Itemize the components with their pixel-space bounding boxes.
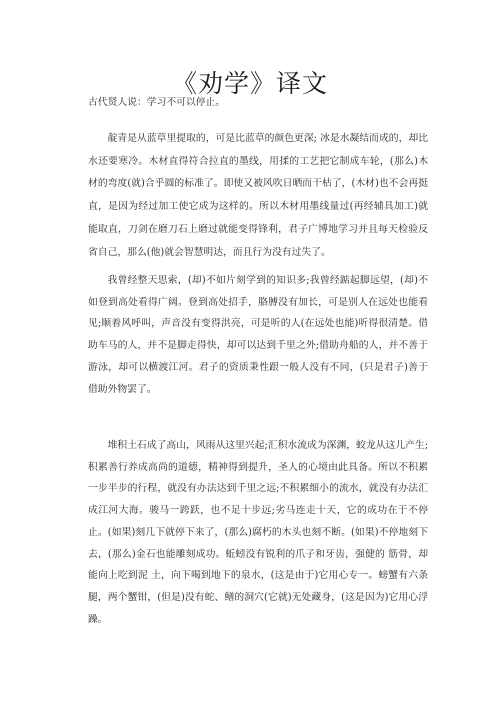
document-title: 《劝学》译文 — [171, 69, 328, 98]
paragraph-1: 靛青是从蓝草里提取的，可是比蓝草的颜色更深; 冰是水凝结而成的，却比水还要寒冷。木材直得符合拉直的墨线，用揉的工艺把它制成车轮，(那么)木材的弯度(就)合乎圆的标准了。即使又被风吹日晒而干枯了，(木材)也不会再挺直，是因为经过加工使它成为这样的。所以木材用墨线量过(再经辅具加工)就能取直，刀剑在磨刀石上磨过就能变得锋利，君子广博地学习并且每天检验反省自己，那么(他)就会智慧明达，而且行为没有过失了。 — [88, 133, 428, 258]
paragraph-intro: 古代贤人说：学习不可以停止。 — [88, 97, 226, 108]
paragraph-3: 堆积土石成了高山，风雨从这里兴起;汇积水流成为深渊，蛟龙从这儿产生;积累善行养成高尚的道德，精神得到提升，圣人的心境由此具备。所以不积累一步半步的行程，就没有办法达到千里之远;不积累细小的流水，就没有办法汇成江河大海。骏马一跨跃，也不足十步远;劣马连走十天，它的成功在于不停止。(如果)刻几下就停下来了，(那么)腐朽的木头也刻不断。(如果)不停地刻下去，(那么)金石也能雕刻成功。蚯蚓没有锐利的爪子和牙齿，强健的 筋骨，却能向上吃到泥 土，向下喝到地下的泉水，(这是由于)它用心专一。螃蟹有六条腿，两个蟹钳，(但是)没有蛇、鳝的洞穴(它就)无处藏身，(这是因为)它用心浮躁。 — [88, 440, 428, 625]
paragraph-2: 我曾经整天思索，(却)不如片刻学到的知识多;我曾经踮起脚远望，(却)不如登到高处看得广阔。登到高处招手，胳膊没有加长，可是别人在远处也能看见;顺着风呼叫，声音没有变得洪亮，可是听的人(在远处也能)听得很清楚。借助车马的人，并不是脚走得快，却可以达到千里之外;借助舟船的人，并不善于游泳，却可以横渡江河。君子的资质秉性跟一般人没有不同，(只是君子)善于借助外物罢了。 — [88, 275, 428, 395]
